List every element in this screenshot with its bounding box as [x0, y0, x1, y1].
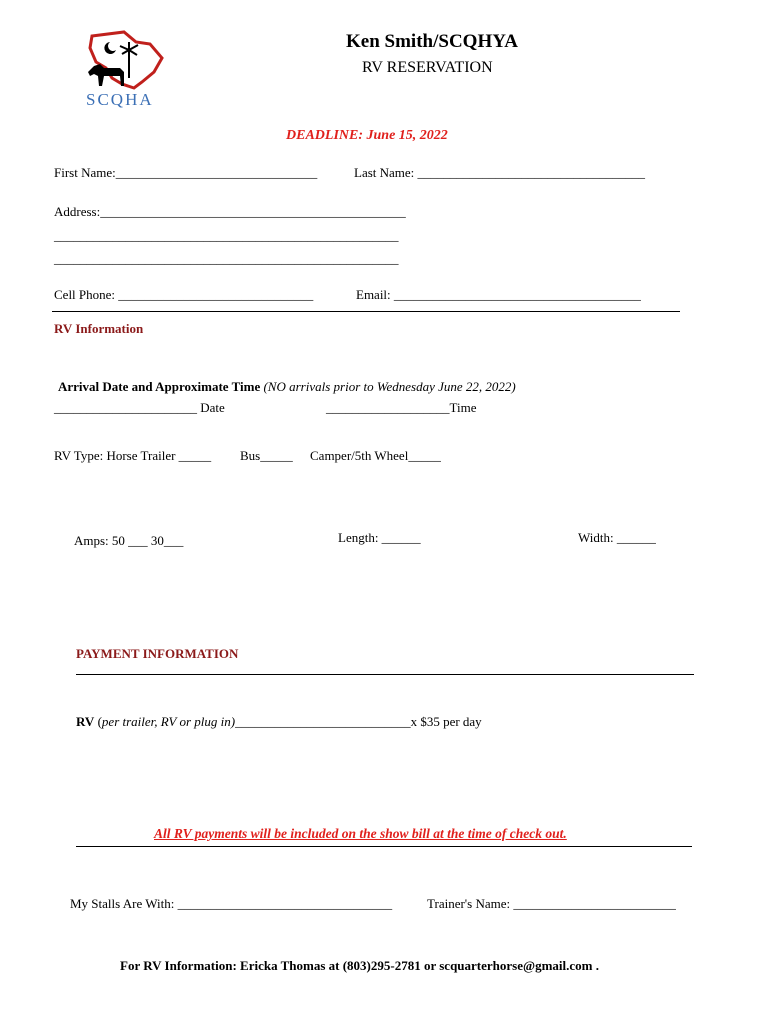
arrival-time-field[interactable]: ___________________Time	[326, 400, 477, 415]
footer-contact: For RV Information: Ericka Thomas at (803)295-2781 or scquarterhorse@gmail.com .	[120, 958, 599, 973]
arrival-note: (NO arrivals prior to Wednesday June 22, 2022)	[263, 379, 516, 394]
deadline-text: DEADLINE: June 15, 2022	[286, 128, 448, 143]
rv-payment-paren: (	[97, 714, 102, 729]
trainer-name-field[interactable]: Trainer's Name: _________________________	[427, 896, 676, 911]
logo-text: SCQHA	[86, 90, 154, 109]
section-divider	[52, 311, 680, 312]
arrival-label: Arrival Date and Approximate Time	[58, 379, 261, 394]
address-field-2[interactable]: _____________________________________________________	[54, 228, 399, 243]
payment-notice: All RV payments will be included on the show bill at the time of check out.	[154, 826, 567, 841]
first-name-field[interactable]: First Name:_______________________________	[54, 165, 318, 180]
rv-type-bus[interactable]: Bus_____	[240, 448, 293, 463]
payment-heading: PAYMENT INFORMATION	[76, 646, 239, 661]
email-field[interactable]: Email: ______________________________________	[356, 287, 641, 302]
page-subtitle: RV RESERVATION	[362, 59, 493, 76]
scqha-logo	[80, 28, 172, 112]
address-field-3[interactable]: _____________________________________________________	[54, 251, 399, 266]
rv-payment-rate[interactable]: ___________________________x $35 per day	[235, 714, 482, 729]
rv-payment-label: RV	[76, 714, 95, 729]
amps-field[interactable]: Amps: 50 ___ 30___	[74, 533, 184, 548]
payment-divider	[76, 674, 694, 675]
stalls-with-field[interactable]: My Stalls Are With: _________________________________	[70, 896, 393, 911]
length-field[interactable]: Length: ______	[338, 530, 421, 545]
notice-divider	[76, 846, 692, 847]
last-name-field[interactable]: Last Name: ___________________________________	[354, 165, 646, 180]
rv-type-horse-trailer[interactable]: RV Type: Horse Trailer _____	[54, 448, 212, 463]
page-title: Ken Smith/SCQHYA	[346, 31, 518, 52]
arrival-line	[58, 379, 516, 395]
arrival-date-field[interactable]: ______________________ Date	[54, 400, 225, 415]
cell-phone-field[interactable]: Cell Phone: ______________________________	[54, 287, 314, 302]
rv-info-heading: RV Information	[54, 321, 144, 336]
rv-type-camper[interactable]: Camper/5th Wheel_____	[310, 448, 441, 463]
rv-payment-line[interactable]	[76, 714, 482, 730]
width-field[interactable]: Width: ______	[578, 530, 656, 545]
rv-payment-note: per trailer, RV or plug in)	[101, 714, 236, 729]
address-field-1[interactable]: Address:_______________________________________________	[54, 204, 406, 219]
